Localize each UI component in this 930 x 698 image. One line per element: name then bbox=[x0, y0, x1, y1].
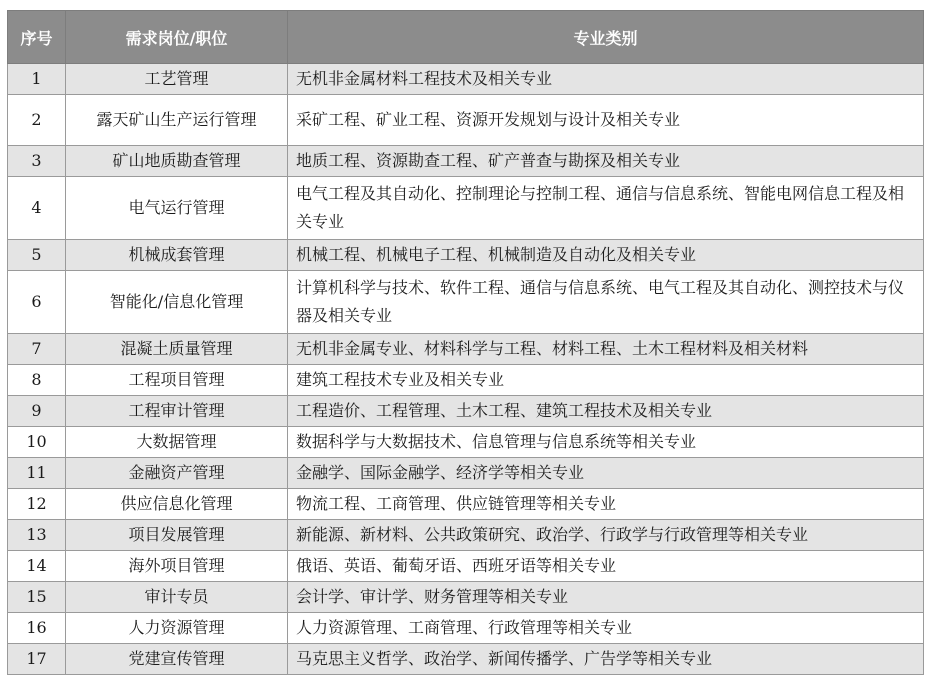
row-number: 9 bbox=[8, 396, 66, 427]
header-position: 需求岗位/职位 bbox=[66, 11, 288, 64]
table-row bbox=[8, 365, 924, 396]
row-majors: 建筑工程技术专业及相关专业 bbox=[288, 365, 924, 396]
row-position: 人力资源管理 bbox=[66, 613, 288, 644]
row-majors: 马克思主义哲学、政治学、新闻传播学、广告学等相关专业 bbox=[288, 644, 924, 675]
row-number: 5 bbox=[8, 240, 66, 271]
header-major-category: 专业类别 bbox=[288, 11, 924, 64]
row-number: 7 bbox=[8, 334, 66, 365]
table-row bbox=[8, 551, 924, 582]
row-number: 8 bbox=[8, 365, 66, 396]
row-number: 4 bbox=[8, 177, 66, 240]
header-serial-number: 序号 bbox=[8, 11, 66, 64]
row-number: 3 bbox=[8, 146, 66, 177]
row-number: 12 bbox=[8, 489, 66, 520]
row-position: 项目发展管理 bbox=[66, 520, 288, 551]
row-number: 1 bbox=[8, 64, 66, 95]
table-row bbox=[8, 644, 924, 675]
row-majors: 计算机科学与技术、软件工程、通信与信息系统、电气工程及其自动化、测控技术与仪器及相关专业 bbox=[288, 271, 924, 334]
recruitment-table bbox=[7, 10, 924, 675]
row-majors: 机械工程、机械电子工程、机械制造及自动化及相关专业 bbox=[288, 240, 924, 271]
row-position: 机械成套管理 bbox=[66, 240, 288, 271]
table-row bbox=[8, 489, 924, 520]
table-row bbox=[8, 240, 924, 271]
row-number: 15 bbox=[8, 582, 66, 613]
row-majors: 物流工程、工商管理、供应链管理等相关专业 bbox=[288, 489, 924, 520]
row-number: 13 bbox=[8, 520, 66, 551]
row-position: 供应信息化管理 bbox=[66, 489, 288, 520]
table-row bbox=[8, 271, 924, 334]
row-position: 工程审计管理 bbox=[66, 396, 288, 427]
row-majors: 电气工程及其自动化、控制理论与控制工程、通信与信息系统、智能电网信息工程及相关专业 bbox=[288, 177, 924, 240]
table-header-row bbox=[8, 11, 924, 64]
table-row bbox=[8, 334, 924, 365]
row-number: 17 bbox=[8, 644, 66, 675]
row-position: 工艺管理 bbox=[66, 64, 288, 95]
row-number: 10 bbox=[8, 427, 66, 458]
row-majors: 会计学、审计学、财务管理等相关专业 bbox=[288, 582, 924, 613]
table-row bbox=[8, 146, 924, 177]
row-number: 2 bbox=[8, 95, 66, 146]
row-majors: 金融学、国际金融学、经济学等相关专业 bbox=[288, 458, 924, 489]
row-number: 6 bbox=[8, 271, 66, 334]
table-row bbox=[8, 177, 924, 240]
table-row bbox=[8, 64, 924, 95]
row-position: 党建宣传管理 bbox=[66, 644, 288, 675]
row-majors: 俄语、英语、葡萄牙语、西班牙语等相关专业 bbox=[288, 551, 924, 582]
row-number: 14 bbox=[8, 551, 66, 582]
row-majors: 新能源、新材料、公共政策研究、政治学、行政学与行政管理等相关专业 bbox=[288, 520, 924, 551]
row-position: 露天矿山生产运行管理 bbox=[66, 95, 288, 146]
table-row bbox=[8, 458, 924, 489]
row-majors: 人力资源管理、工商管理、行政管理等相关专业 bbox=[288, 613, 924, 644]
table-row bbox=[8, 613, 924, 644]
row-number: 11 bbox=[8, 458, 66, 489]
table-row bbox=[8, 95, 924, 146]
table-row bbox=[8, 396, 924, 427]
row-majors: 工程造价、工程管理、土木工程、建筑工程技术及相关专业 bbox=[288, 396, 924, 427]
row-position: 大数据管理 bbox=[66, 427, 288, 458]
row-majors: 采矿工程、矿业工程、资源开发规划与设计及相关专业 bbox=[288, 95, 924, 146]
row-majors: 地质工程、资源勘查工程、矿产普查与勘探及相关专业 bbox=[288, 146, 924, 177]
row-majors: 数据科学与大数据技术、信息管理与信息系统等相关专业 bbox=[288, 427, 924, 458]
row-position: 智能化/信息化管理 bbox=[66, 271, 288, 334]
row-majors: 无机非金属材料工程技术及相关专业 bbox=[288, 64, 924, 95]
row-position: 混凝土质量管理 bbox=[66, 334, 288, 365]
row-position: 矿山地质勘查管理 bbox=[66, 146, 288, 177]
row-position: 电气运行管理 bbox=[66, 177, 288, 240]
row-majors: 无机非金属专业、材料科学与工程、材料工程、土木工程材料及相关材料 bbox=[288, 334, 924, 365]
table-row bbox=[8, 427, 924, 458]
table-row bbox=[8, 582, 924, 613]
row-number: 16 bbox=[8, 613, 66, 644]
table-row bbox=[8, 520, 924, 551]
row-position: 海外项目管理 bbox=[66, 551, 288, 582]
row-position: 工程项目管理 bbox=[66, 365, 288, 396]
row-position: 金融资产管理 bbox=[66, 458, 288, 489]
row-position: 审计专员 bbox=[66, 582, 288, 613]
